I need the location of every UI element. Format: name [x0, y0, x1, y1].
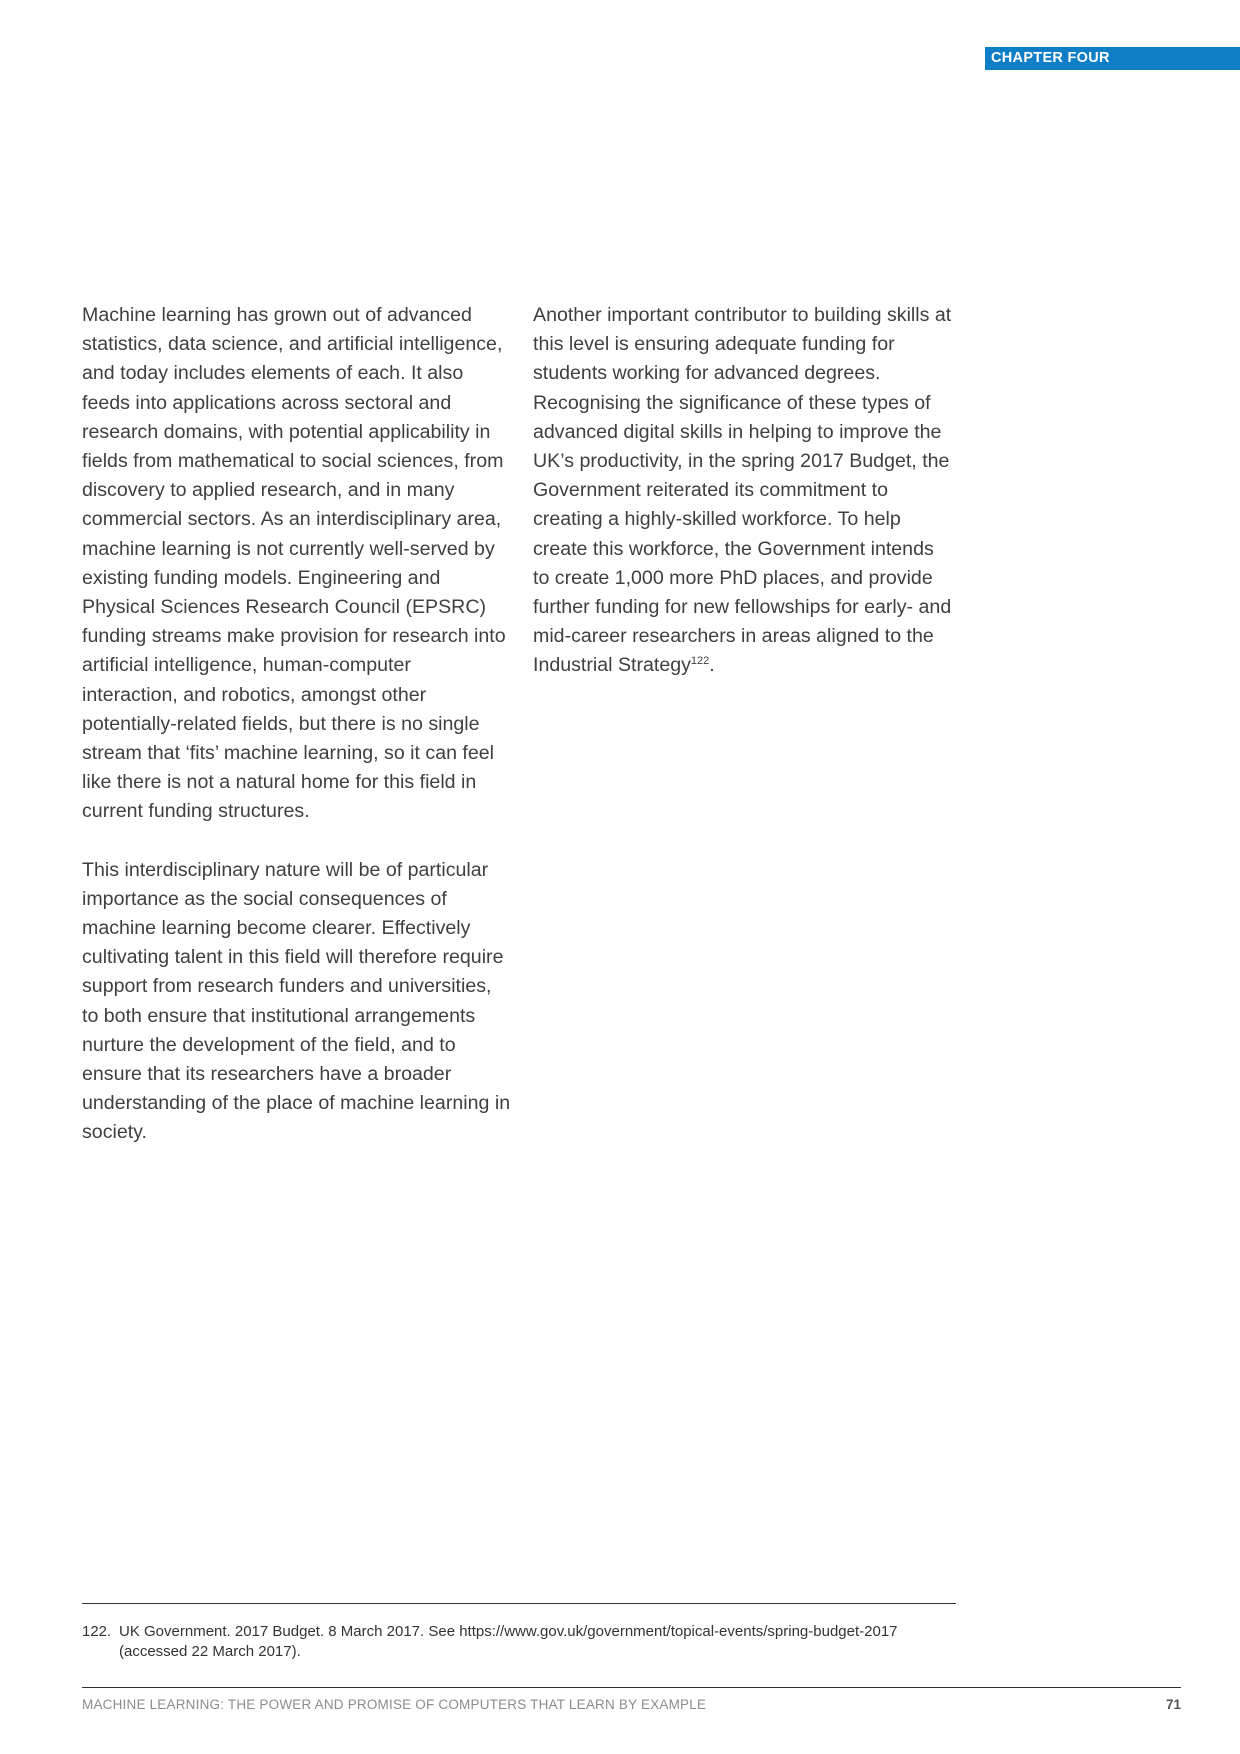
paragraph-end: . [709, 654, 715, 677]
footnote-number: 122. [82, 1623, 112, 1640]
footer-divider [82, 1687, 1181, 1688]
left-column [82, 301, 512, 1177]
right-column [533, 301, 953, 710]
chapter-label: CHAPTER FOUR [985, 47, 1240, 70]
footnote [82, 1622, 962, 1662]
body-paragraph [533, 301, 953, 681]
footnote-divider [82, 1603, 956, 1604]
page-number: 71 [1165, 1697, 1181, 1712]
body-paragraph-text: Another important contributor to building skills at this level is ensuring adequate funding for students working for advanced degrees. Recognising the significance of these types of advanced digital skills in helping to improve the UK’s productivity, in the spring 2017 Budget, the Government reiterated its commitment to creating a highly-skilled workforce. To help create this workforce, the Government intends to create 1,000 more PhD places, and provide further funding for new fellowships for early- and mid-career researchers in areas aligned to the Industrial Strategy [533, 304, 952, 677]
body-paragraph: This interdisciplinary nature will be of particular importance as the social consequences of machine learning become clearer. Effectively cultivating talent in this field will therefore require support from research funders and universities, to both ensure that institutional arrangements nurture the development of the field, and to ensure that its researchers have a broader understanding of the place of machine learning in society. [82, 858, 511, 1144]
footer-title: MACHINE LEARNING: THE POWER AND PROMISE OF COMPUTERS THAT LEARN BY EXAMPLE [82, 1697, 707, 1712]
body-paragraph: Machine learning has grown out of advanced statistics, data science, and artificial intelligence, and today includes elements of each. It also feeds into applications across sectoral and research domains, with potential applicability in fields from mathematical to social sciences, from discovery to applied research, and in many commercial sectors. As an interdisciplinary area, machine learning is not currently well-served by existing funding models. Engineering and Physical Sciences Research Council (EPSRC) funding streams make provision for research into artificial intelligence, human-computer interaction, and robotics, amongst other potentially-related fields, but there is no single stream that ‘fits’ machine learning, so it can feel like there is not a natural home for this field in current funding structures. [82, 304, 506, 823]
footnote-text: UK Government. 2017 Budget. 8 March 2017. See https://www.gov.uk/government/topical-events/spring-budget-2017 (accessed 22 March 2017). [119, 1623, 898, 1660]
footnote-reference[interactable]: 122 [690, 655, 710, 668]
